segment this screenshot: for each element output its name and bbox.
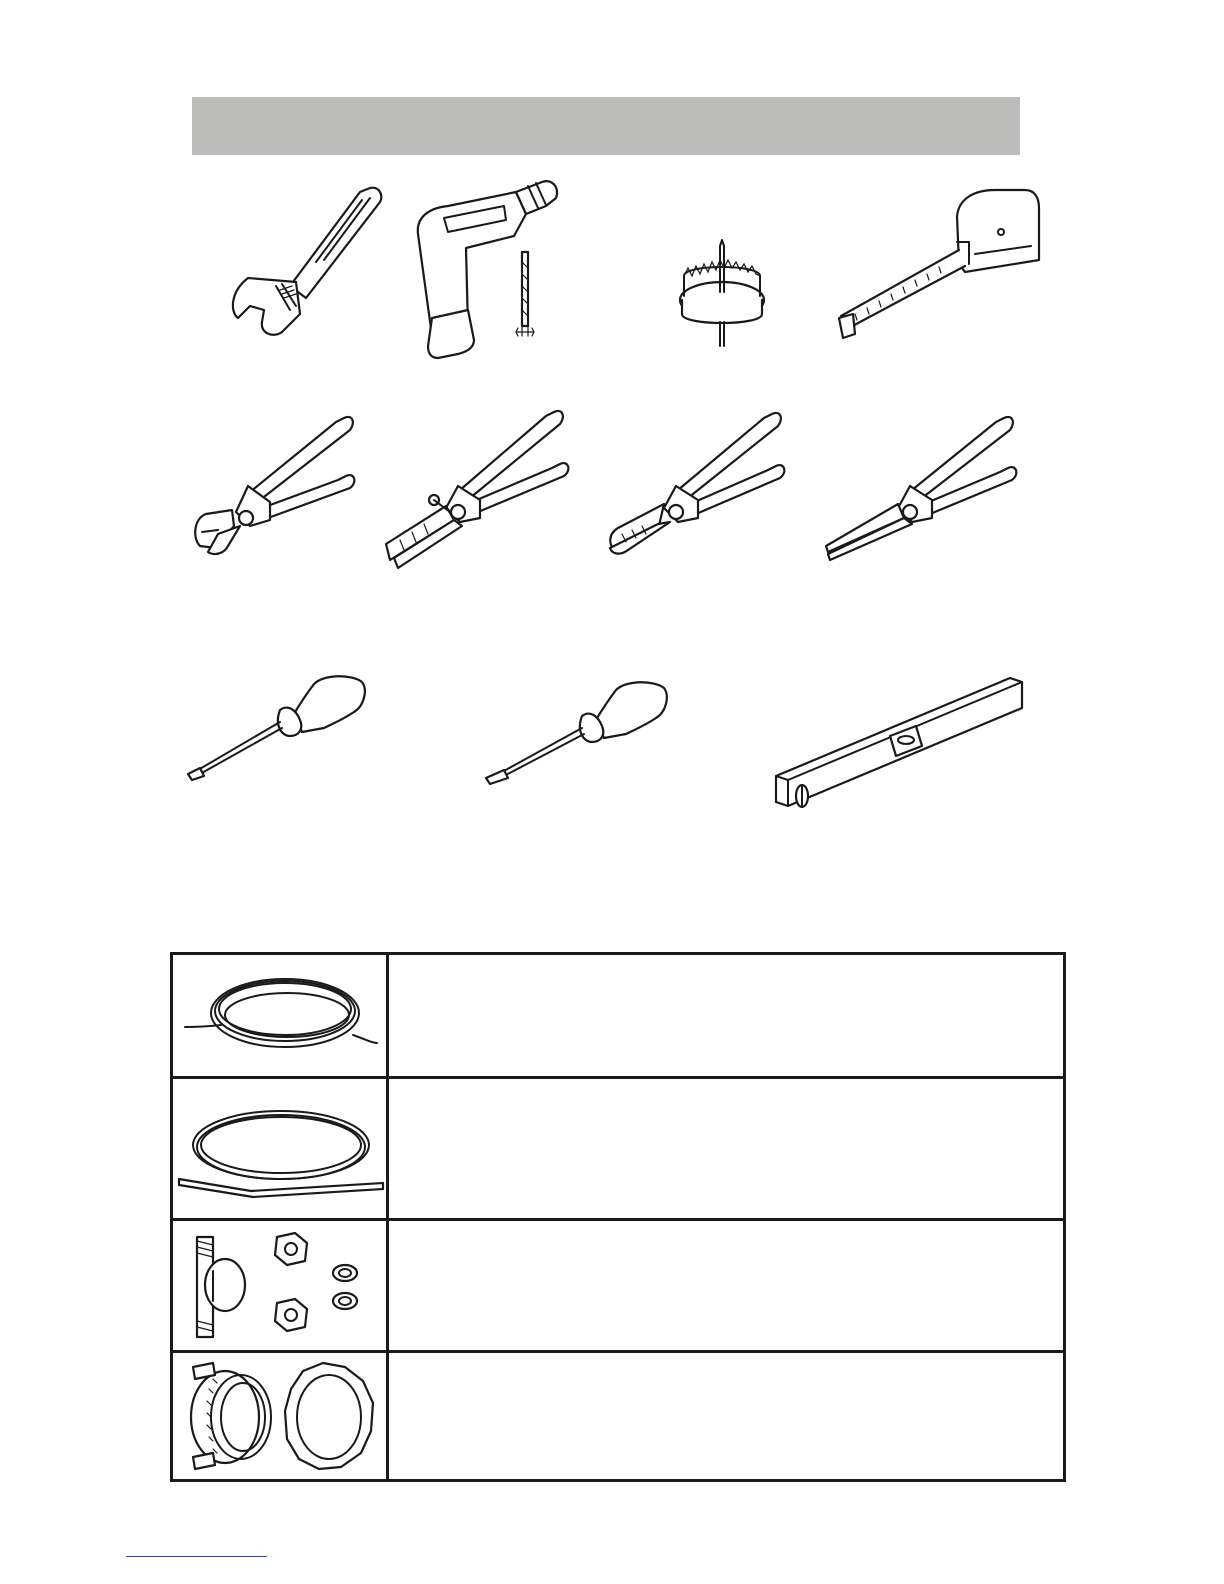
- parts-table: [170, 952, 1066, 1482]
- tape-measure-icon: [835, 186, 1045, 346]
- hole-saw-icon: [670, 236, 780, 356]
- part-image-cell: [173, 955, 389, 1076]
- lineman-pliers-icon: [604, 410, 789, 560]
- needle-nose-pliers-icon: [822, 414, 1022, 564]
- wire-coil-icon: [173, 955, 386, 1076]
- phillips-screwdriver-icon: [184, 670, 374, 785]
- part-description: [392, 1353, 1063, 1479]
- part-description: [392, 1079, 1063, 1218]
- header-bar: [192, 97, 1020, 155]
- conduit-connector-locknut-icon: [173, 1353, 386, 1479]
- tee-fitting-nuts-ferrules-icon: [173, 1221, 386, 1350]
- tubing-coil-icon: [173, 1079, 386, 1218]
- parts-row-tubing: [173, 1079, 1063, 1221]
- parts-row-wire: [173, 955, 1063, 1079]
- spirit-level-icon: [772, 672, 1027, 827]
- footer-rule: [126, 1556, 267, 1557]
- part-image-cell: [173, 1353, 389, 1479]
- diagonal-cutter-pliers-icon: [188, 414, 363, 559]
- power-drill-icon: [408, 178, 568, 358]
- parts-row-fittings: [173, 1221, 1063, 1353]
- parts-row-connector: [173, 1353, 1063, 1479]
- part-image-cell: [173, 1221, 389, 1350]
- flat-screwdriver-icon: [480, 678, 675, 788]
- part-description: [392, 955, 1063, 1076]
- adjustable-wrench-icon: [220, 182, 385, 342]
- part-image-cell: [173, 1079, 389, 1218]
- wire-stripper-pliers-icon: [380, 408, 575, 568]
- part-description: [392, 1221, 1063, 1350]
